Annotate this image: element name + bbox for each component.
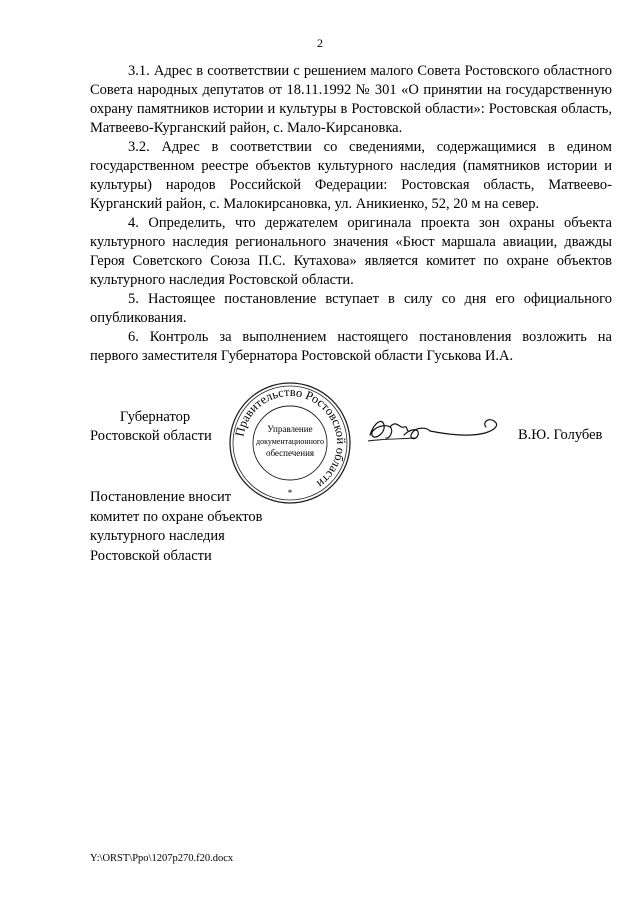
paragraph-3-1: 3.1. Адрес в соответствии с решением малого Совета Ростовского областного Совета народных депутатов от 18.11.1992 № 301 «О принятии на государственную охрану памятников истории и культуры в Ростовской области»: Ростовская область, Матвеево-Курганский район, с. Мало-Кирсановка. bbox=[90, 63, 612, 136]
handwritten-signature bbox=[360, 405, 510, 455]
paragraph-3-2: 3.2. Адрес в соответствии со сведениями, содержащимися в едином государственном реестре объектов культурного наследия (памятников истории и культуры) народов Российской Федерации: Ростовская область, Матвеево-Курганский район, с. Малокирсановка, ул. Аникиенко, 52, 20 м на север. bbox=[90, 139, 612, 212]
note-line3: культурного наследия bbox=[90, 528, 225, 544]
signatory-title-line2: Ростовской области bbox=[90, 428, 212, 444]
paragraph-6: 6. Контроль за выполнением настоящего постановления возложить на первого заместителя Губернатора Ростовской области Гуськова И.А. bbox=[90, 329, 612, 364]
paragraph-4: 4. Определить, что держателем оригинала проекта зон охраны объекта культурного наследия регионального значения «Бюст маршала авиации, дважды Героя Советского Союза П.С. Кутахова» является комитет по охране объектов культурного наследия Ростовской области. bbox=[90, 215, 612, 288]
note-line4: Ростовской области bbox=[90, 547, 212, 564]
file-path-footer: Y:\ORST\Ppo\1207p270.f20.docx bbox=[90, 853, 234, 864]
note-line1: Постановление вносит bbox=[90, 489, 232, 505]
stamp-center-line2: документационного bbox=[256, 437, 324, 446]
paragraph-5: 5. Настоящее постановление вступает в силу со дня его официального опубликования. bbox=[90, 291, 612, 326]
stamp-center-line1: Управление bbox=[267, 424, 313, 434]
stamp-star: * bbox=[287, 488, 293, 498]
signatory-title bbox=[90, 408, 220, 446]
stamp-center-line3: обеспечения bbox=[265, 448, 315, 458]
signatory-name: В.Ю. Голубев bbox=[518, 427, 603, 443]
stamp-ring-text: Правительство Ростовской области bbox=[232, 384, 349, 492]
page-number: 2 bbox=[317, 36, 323, 50]
note-line2: комитет по охране объектов bbox=[90, 508, 263, 525]
submitted-by-note bbox=[90, 488, 263, 566]
document-body bbox=[90, 62, 612, 366]
signatory-title-line1: Губернатор bbox=[119, 409, 191, 425]
